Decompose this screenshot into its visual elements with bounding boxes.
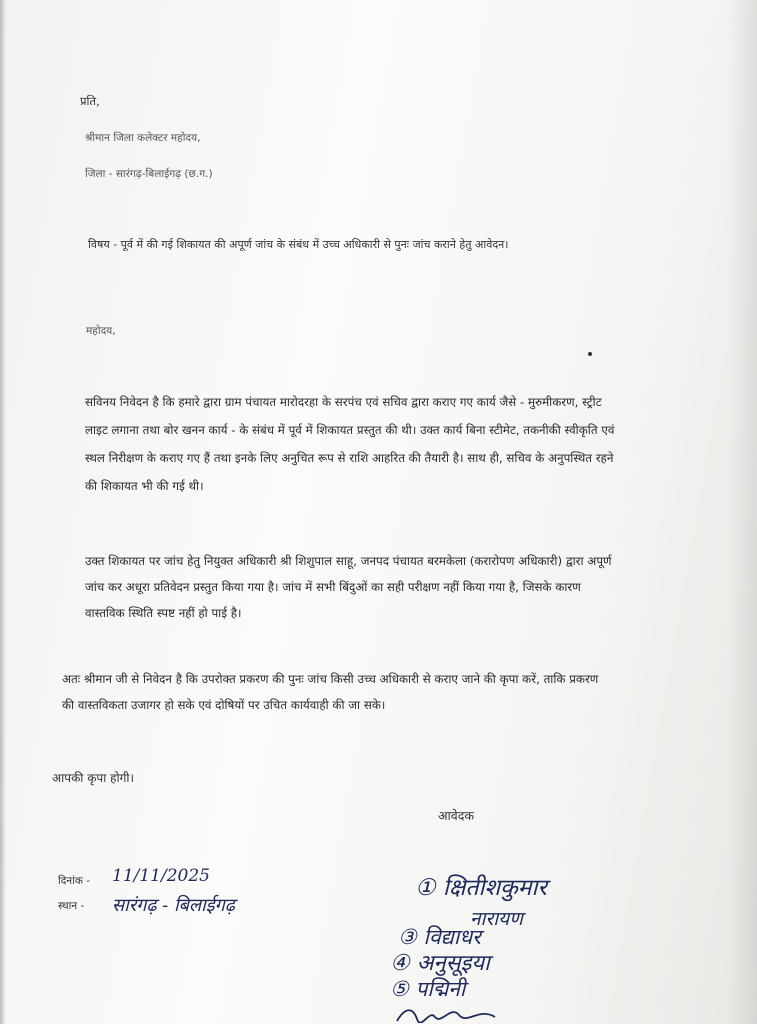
place-label: स्थान - — [58, 900, 85, 912]
place-value-handwritten: सारंगढ़ - बिलाईगढ़ — [112, 895, 235, 916]
subject-line: विषय - पूर्व में की गई शिकायत की अपूर्ण जांच के संबंध में उच्च अधिकारी से पुनः जांच कराने हेतु आवेदन। — [88, 238, 509, 251]
signature-5: ⑤ पद्मिनी — [390, 977, 466, 1001]
signature-1: ① क्षितीशकुमार — [415, 875, 547, 901]
partial-signature-scribble — [395, 1003, 505, 1023]
para1-line-1: सविनय निवेदन है कि हमारे द्वारा ग्राम पंचायत मारोदरहा के सरपंच एवं सचिव द्वारा कराए गए कार्य जैसे - मुरुमीकरण, स्ट्रीट — [85, 395, 602, 409]
ink-dot — [588, 352, 592, 356]
date-value-handwritten: 11/11/2025 — [112, 866, 210, 886]
para1-line-2: लाइट लगाना तथा बोर खनन कार्य - के संबंध में पूर्व में शिकायत प्रस्तुत की थी। उक्त कार्य बिना स्टीमेट, तकनीकी स्वीकृति एवं — [85, 423, 615, 437]
page-edge-shadow — [727, 0, 757, 1024]
para2-line-2: जांच कर अधूरा प्रतिवेदन प्रस्तुत किया गया है। जांच में सभी बिंदुओं का सही परीक्षण नहीं किया गया है, जिसके कारण — [85, 580, 581, 594]
paragraph-3 — [62, 666, 598, 718]
para2-line-3: वास्तविक स्थिति स्पष्ट नहीं हो पाई है। — [85, 606, 242, 620]
signature-3: ③ विद्याधर — [398, 925, 481, 949]
para1-line-3: स्थल निरीक्षण के कराए गए हैं तथा इनके लिए अनुचित रूप से राशि आहरित की तैयारी है। साथ ही, सचिव के अनुपस्थित रहने — [85, 451, 614, 465]
applicant-label: आवेदक — [438, 808, 474, 823]
paragraph-2 — [85, 548, 612, 626]
paragraph-1 — [85, 388, 614, 500]
para2-line-1: उक्त शिकायत पर जांच हेतु नियुक्त अधिकारी श्री शिशुपाल साहू, जनपद पंचायत बरमकेला (करारोपण अधिकारी) द्वारा अपूर्ण — [85, 554, 612, 568]
para3-line-1: अतः श्रीमान जी से निवेदन है कि उपरोक्त प्रकरण की पुनः जांच किसी उच्च अधिकारी से कराए जाने की कृपा करें, ताकि प्रकरण — [62, 672, 599, 686]
page-fold — [0, 0, 6, 1024]
date-label: दिनांक - — [58, 875, 91, 887]
para3-line-2: की वास्तविकता उजागर हो सके एवं दोषियों पर उचित कार्यवाही की जा सके। — [62, 698, 386, 712]
salutation: महोदय, — [86, 325, 116, 337]
para1-line-4: की शिकायत भी की गई थी। — [85, 479, 204, 493]
addressee-line: श्रीमान जिला कलेक्टर महोदय, — [85, 132, 201, 144]
district-line: जिला - सारंगढ़-बिलाईगढ़ (छ.ग.) — [85, 168, 213, 180]
signature-2: नारायण — [470, 908, 523, 930]
signature-4: ④ अनुसूइया — [390, 951, 490, 976]
prati-line: प्रति, — [80, 94, 100, 108]
closing-line: आपकी कृपा होगी। — [52, 771, 135, 785]
